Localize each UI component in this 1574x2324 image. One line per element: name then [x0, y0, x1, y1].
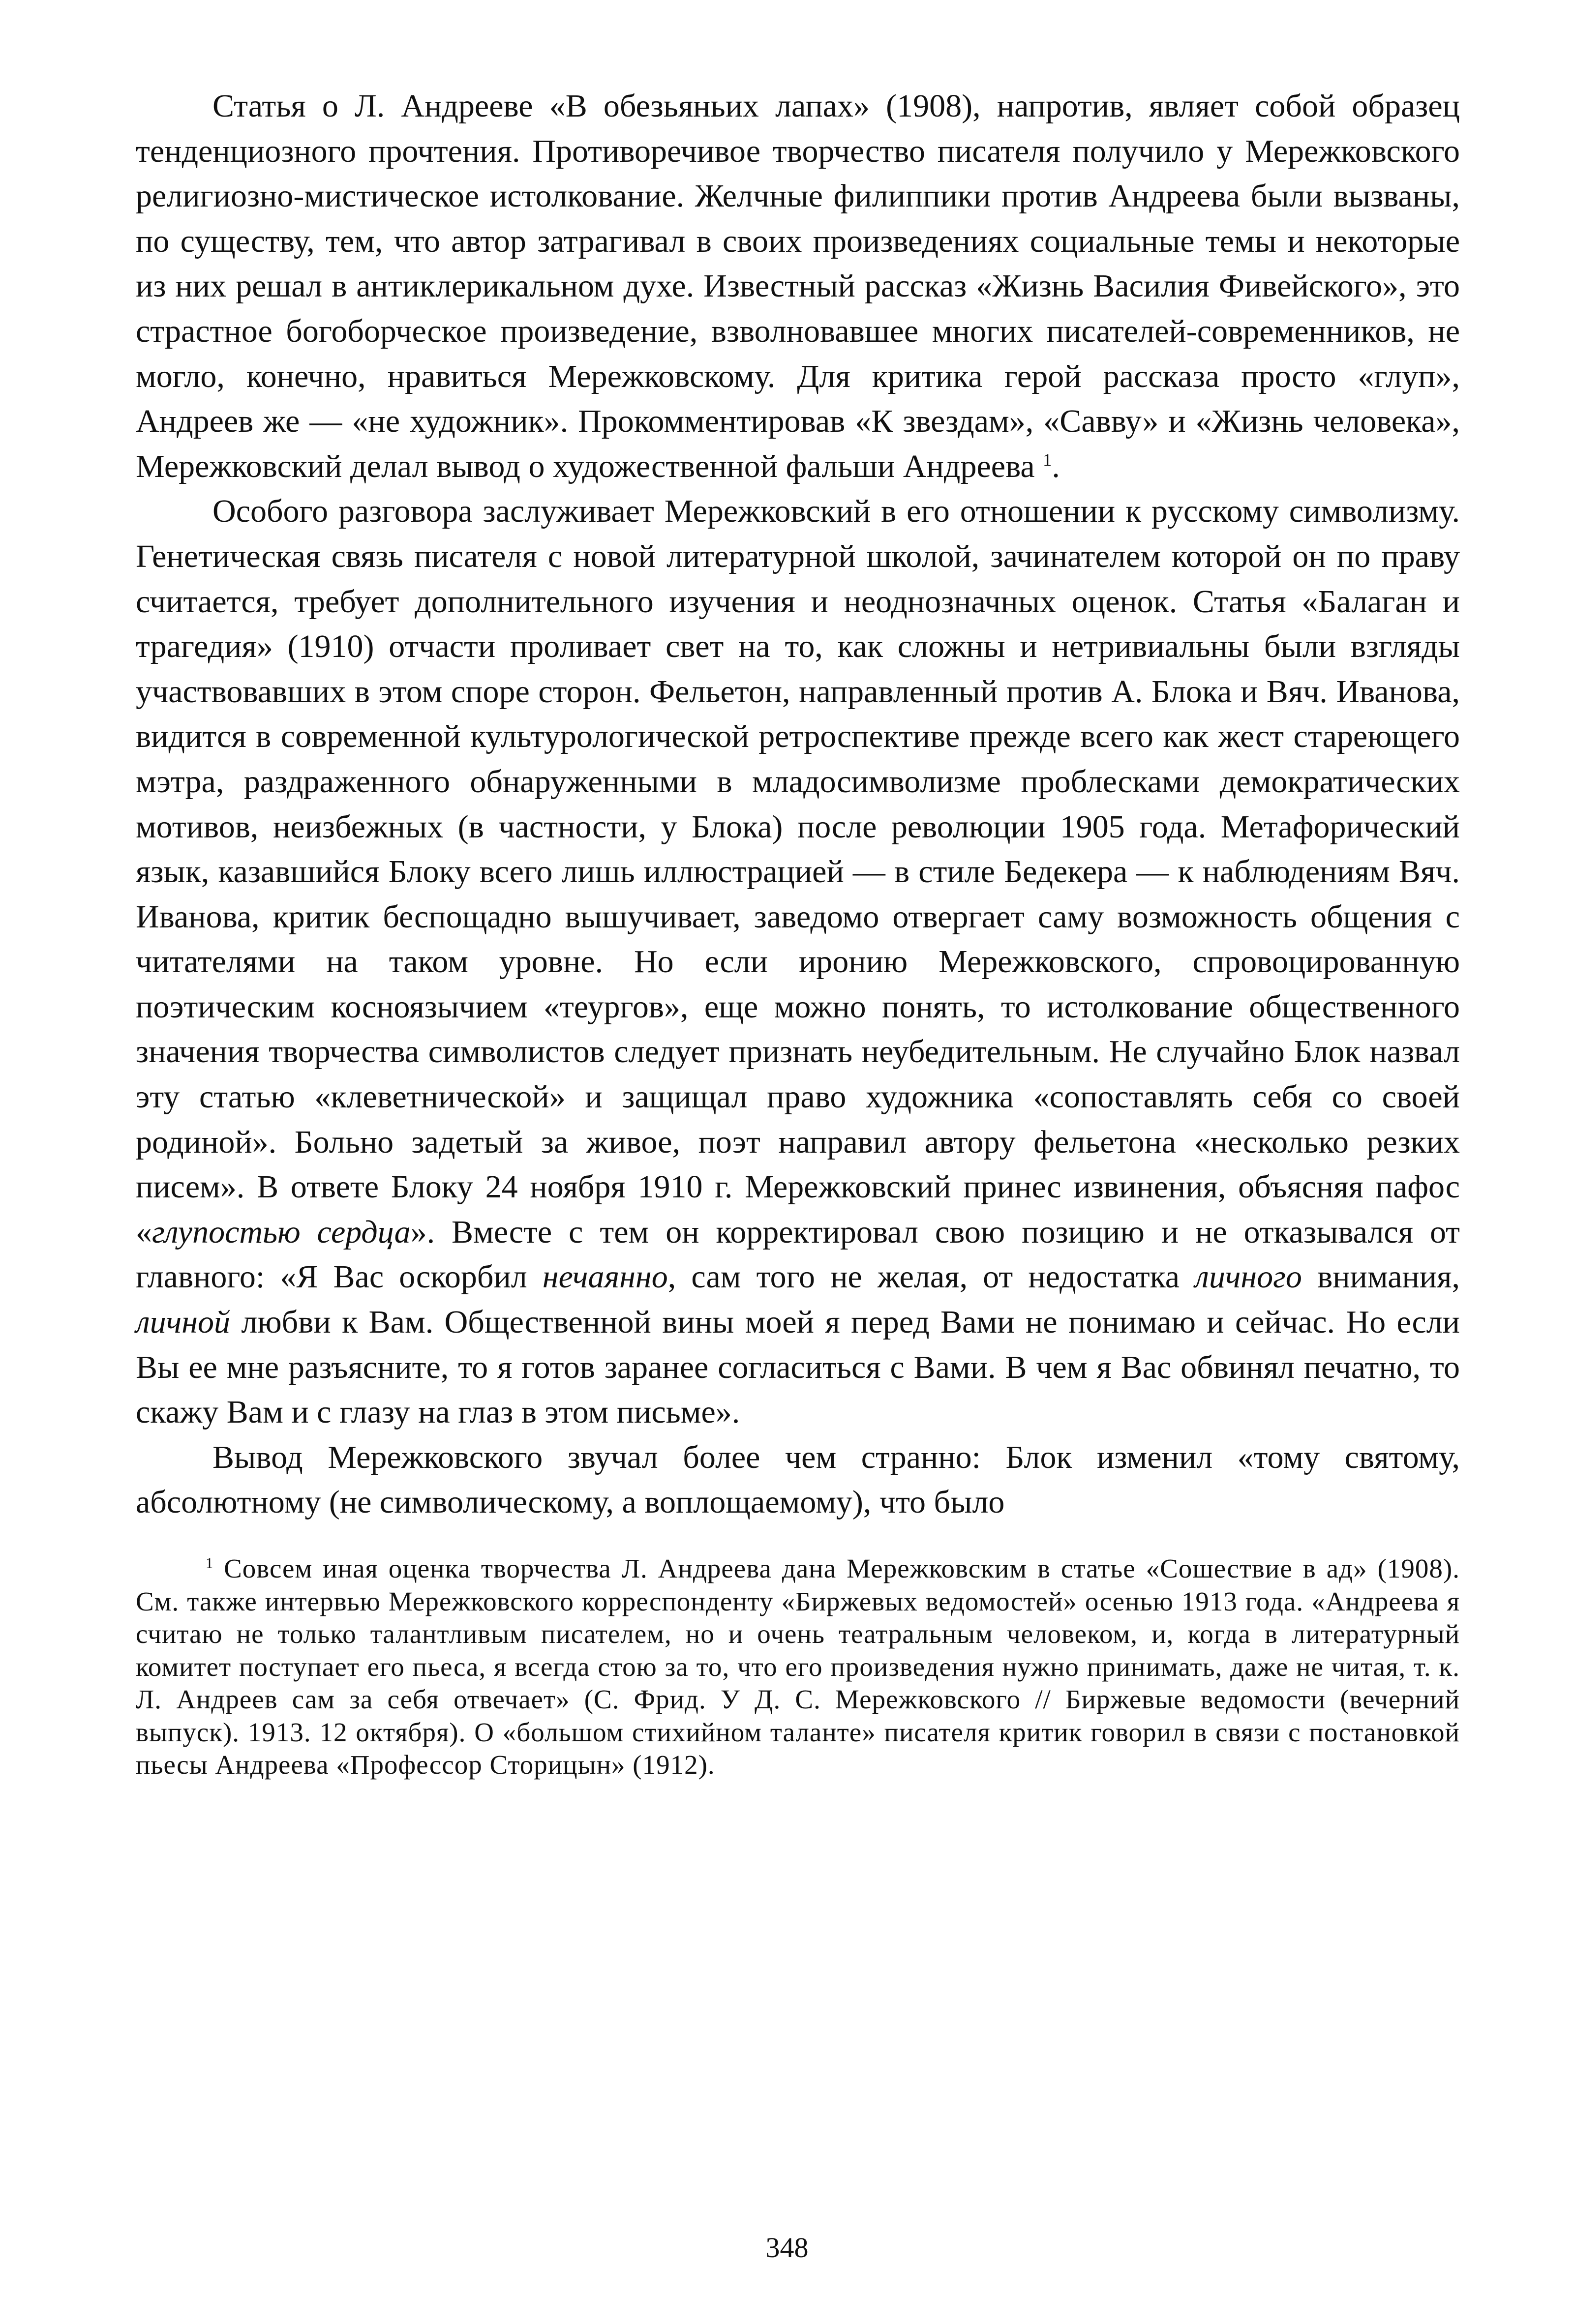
page-content — [136, 84, 1460, 1782]
text-run: Особого разговора заслуживает Мережковский в его отношении к русскому символизму. Генетическая связь писателя с новой литературной школой, зачинателем которой он по праву считается, требует дополнительного изучения и неоднозначных оценок. Статья «Балаган и трагедия» (1910) отчасти проливает свет на то, как сложны и нетривиальны были взгляды участвовавших в этом споре сторон. Фельетон, направленный против А. Блока и Вяч. Иванова, видится в современной культурологической ретроспективе прежде всего как жест стареющего мэтра, раздраженного обнаруженными в младосимволизме проблесками демократических мотивов, неизбежных (в частности, у Блока) после революции 1905 года. Метафорический язык, казавшийся Блоку всего лишь иллюстрацией — в стиле Бедекера — к наблюдениям Вяч. Иванова, критик беспощадно вышучивает, заведомо отвергает саму возможность общения с читателями на таком уровне. Но если иронию Мережковского, спровоцированную поэтическим косноязычием «теургов», еще можно понять, то истолкование общественного значения творчества символистов следует признать неубедительным. Не случайно Блок назвал эту статью «клеветнической» и защищал право художника «сопоставлять себя со своей родиной». Больно задетый за живое, поэт направил автору фельетона «несколько резких писем». В ответе Блоку 24 ноября 1910 г. Мережковский принес извинения, объясняя пафос « — [136, 493, 1460, 1250]
body-paragraph — [136, 1435, 1460, 1525]
text-run: Статья о Л. Андрееве «В обезьяньих лапах» (1908), напротив, являет собой образец тенденциозного прочтения. Противоречивое творчество писателя получило у Мережковского религиозно-мистическое истолкование. Желчные филиппики против Андреева были вызваны, по существу, тем, что автор затрагивал в своих произведениях социальные темы и некоторые из них решал в антиклерикальном духе. Известный рассказ «Жизнь Василия Фивейского», это страстное богоборческое произведение, взволновавшее многих писателей-современников, не могло, конечно, нравиться Мережковскому. Для критика герой рассказа просто «глуп», Андреев же — «не художник». Прокомментировав «К звездам», «Савву» и «Жизнь человека», Мережковский делал вывод о художественной фальши Андреева — [136, 88, 1460, 484]
text-run: . — [1052, 448, 1060, 484]
body-paragraph — [136, 489, 1460, 1434]
body-paragraph — [136, 84, 1460, 489]
page-number: 348 — [765, 2232, 809, 2264]
italic-run: нечаянно — [542, 1259, 668, 1295]
italic-run: личного — [1195, 1259, 1302, 1295]
footnotes — [136, 1552, 1460, 1782]
text-run: Вывод Мережковского звучал более чем странно: Блок изменил «тому святому, абсолютному (не символическому, а воплощаемому), что было — [136, 1439, 1460, 1520]
italic-run: личной — [136, 1304, 231, 1341]
italic-run: глупостью сердца — [152, 1214, 411, 1250]
footnote-text: Совсем иная оценка творчества Л. Андреева дана Мережковским в статье «Сошествие в ад» (1908). См. также интервью Мережковского корреспонденту «Биржевых ведомостей» осенью 1913 года. «Андреева я считаю не только талантливым писателем, но и очень театральным человеком, и, когда в литературный комитет поступает его пьеса, я всегда стою за то, что его произведения нужно принимать, даже не читая, т. к. Л. Андреев сам за себя отвечает» (С. Фрид. У Д. С. Мережковского // Биржевые ведомости (вечерний выпуск). 1913. 12 октября). О «большом стихийном таланте» писателя критик говорил в связи с постановкой пьесы Андреева «Профессор Сторицын» (1912). — [136, 1553, 1460, 1780]
text-run: ». Вместе с тем он корректировал свою позицию и не отказывался от главного: «Я Вас оскорбил — [136, 1214, 1460, 1295]
footnote-marker: 1 — [206, 1554, 214, 1572]
footnote-reference: 1 — [1043, 449, 1052, 470]
footnote — [136, 1552, 1460, 1782]
text-run: , сам того не желая, от недостатка — [667, 1259, 1195, 1295]
text-run: любви к Вам. Общественной вины моей я перед Вами не понимаю и сейчас. Но если Вы ее мне разъясните, то я готов заранее согласиться с Вами. В чем я Вас обвинял печатно, то скажу Вам и с глазу на глаз в этом письме». — [136, 1304, 1460, 1430]
text-run: внимания, — [1302, 1259, 1460, 1295]
body-text — [136, 84, 1460, 1525]
